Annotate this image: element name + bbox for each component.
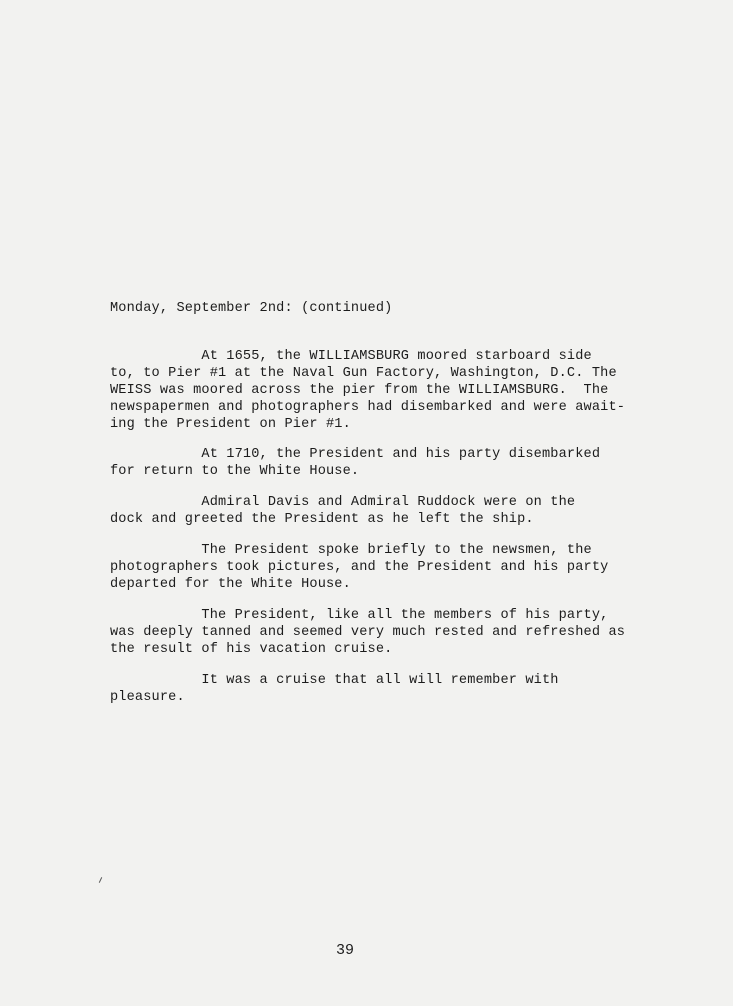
paragraph-2-line-2: for return to the White House. [110, 464, 360, 479]
section-heading: Monday, September 2nd: (continued) [110, 301, 393, 316]
paragraph-1-line-5: ing the President on Pier #1. [110, 417, 351, 432]
paragraph-5-line-1: The President, like all the members of his party, [110, 608, 609, 623]
paragraph-4-line-2: photographers took pictures, and the President and his party [110, 560, 609, 575]
paragraph-6-line-2: pleasure. [110, 690, 185, 705]
paragraph-2-line-1: At 1710, the President and his party disembarked [110, 447, 601, 462]
paragraph-4-line-1: The President spoke briefly to the newsmen, the [110, 543, 592, 558]
paragraph-5-line-3: the result of his vacation cruise. [110, 642, 393, 657]
paragraph-6-line-1: It was a cruise that all will remember with [110, 673, 559, 688]
ink-mark [99, 877, 102, 883]
paragraph-5-line-2: was deeply tanned and seemed very much rested and refreshed as [110, 625, 626, 640]
page-number: 39 [336, 942, 355, 959]
paragraph-3-line-1: Admiral Davis and Admiral Ruddock were on the [110, 495, 576, 510]
paragraph-3-line-2: dock and greeted the President as he left the ship. [110, 512, 534, 527]
paragraph-1-line-3: WEISS was moored across the pier from the WILLIAMSBURG. The [110, 383, 609, 398]
paragraph-1-line-1: At 1655, the WILLIAMSBURG moored starboard side [110, 349, 592, 364]
paragraph-1-line-4: newspapermen and photographers had disembarked and were await- [110, 400, 626, 415]
paragraph-1-line-2: to, to Pier #1 at the Naval Gun Factory, Washington, D.C. The [110, 366, 617, 381]
paragraph-4-line-3: departed for the White House. [110, 577, 351, 592]
